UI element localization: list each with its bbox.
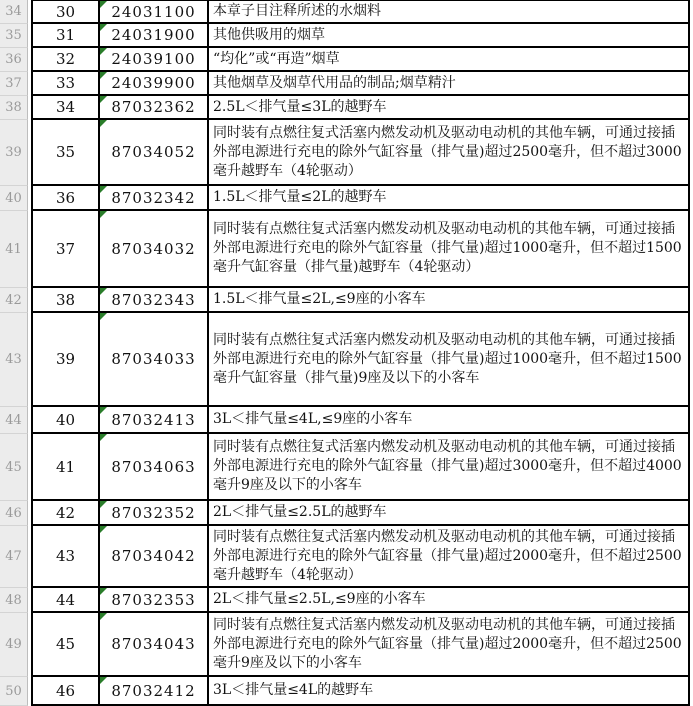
description-text: 2.5L＜排气量≤3L的越野车 [213, 98, 387, 115]
stored-as-text-indicator-icon [100, 526, 107, 533]
cell-description[interactable] [207, 613, 688, 675]
description-text: 1.5L＜排气量≤2L的越野车 [213, 189, 387, 205]
cell-description[interactable] [207, 72, 688, 94]
description-text: 其他烟草及烟草代用品的制品;烟草精汁 [213, 74, 456, 91]
seq-value: 37 [55, 239, 76, 258]
description-text: 同时装有点燃往复式活塞内燃发动机及驱动电动机的其他车辆，可通过接插外部电源进行充电的除外气缸容量（排气量)超过2500毫升，但不超过3000毫升越野车（4轮驱动） [213, 124, 682, 179]
code-value: 87032362 [111, 98, 196, 116]
cell-seq[interactable] [33, 1, 98, 22]
stored-as-text-indicator-icon [100, 24, 107, 31]
code-value: 87034032 [111, 239, 196, 258]
cell-seq[interactable] [33, 613, 98, 675]
cell-seq[interactable] [33, 186, 98, 209]
cell-code[interactable] [98, 677, 207, 704]
cell-code[interactable] [98, 313, 207, 405]
row-number: 39 [5, 145, 22, 160]
cell-seq[interactable] [33, 48, 98, 70]
seq-value: 31 [55, 26, 76, 44]
seq-value: 39 [55, 350, 76, 368]
table-row [0, 313, 693, 407]
row-number: 38 [5, 100, 22, 115]
description-text: 同时装有点燃往复式活塞内燃发动机及驱动电动机的其他车辆，可通过接插外部电源进行充电的除外气缸容量（排气量)超过3000毫升，但不超过4000毫升9座及以下的小客车 [213, 439, 682, 493]
code-value: 87034043 [111, 635, 196, 653]
table-row [0, 0, 693, 24]
stored-as-text-indicator-icon [100, 120, 107, 127]
cell-seq[interactable] [33, 72, 98, 94]
cell-seq[interactable] [33, 211, 98, 286]
cell-description[interactable] [207, 211, 688, 286]
seq-value: 44 [55, 590, 76, 609]
row-number: 37 [5, 76, 22, 91]
stored-as-text-indicator-icon [100, 211, 107, 218]
code-value: 87034033 [111, 350, 196, 368]
excel-row-header[interactable] [0, 0, 28, 24]
seq-value: 32 [55, 50, 76, 68]
seq-value: 38 [55, 290, 76, 309]
seq-value: 40 [55, 410, 76, 429]
cell-description[interactable] [207, 96, 688, 118]
cell-description[interactable] [207, 186, 688, 209]
cell-code[interactable] [98, 1, 207, 22]
cell-code[interactable] [98, 288, 207, 311]
cell-description[interactable] [207, 677, 688, 704]
seq-value: 46 [55, 681, 76, 700]
cell-description[interactable] [207, 434, 688, 499]
table-row [0, 588, 693, 613]
cell-code[interactable] [98, 434, 207, 499]
stored-as-text-indicator-icon [100, 186, 107, 193]
cell-description[interactable] [207, 407, 688, 432]
seq-value: 36 [55, 188, 76, 207]
row-number: 45 [5, 459, 22, 475]
code-value: 24031100 [111, 2, 196, 21]
seq-value: 45 [55, 635, 76, 653]
excel-row-header[interactable] [0, 313, 28, 407]
description-text: 1.5L＜排气量≤2L,≤9座的小客车 [213, 291, 426, 307]
description-text: 本章子目注释所述的水烟料 [213, 3, 381, 19]
cell-seq[interactable] [33, 288, 98, 311]
row-number: 36 [5, 52, 22, 67]
excel-row-header[interactable] [0, 434, 28, 501]
table-row [0, 48, 693, 72]
cell-seq[interactable] [33, 677, 98, 704]
table-row [0, 613, 693, 677]
stored-as-text-indicator-icon [100, 1, 107, 8]
seq-value: 30 [55, 2, 76, 21]
cell-description[interactable] [207, 120, 688, 184]
code-value: 87032343 [111, 290, 196, 309]
stored-as-text-indicator-icon [100, 613, 107, 620]
row-number: 40 [5, 190, 22, 206]
stored-as-text-indicator-icon [100, 407, 107, 414]
stored-as-text-indicator-icon [100, 434, 107, 441]
description-text: 同时装有点燃往复式活塞内燃发动机及驱动电动机的其他车辆，可通过接插外部电源进行充电的除外气缸容量（排气量)超过2000毫升，但不超过2500毫升9座及以下的小客车 [213, 616, 682, 671]
excel-row-header[interactable] [0, 72, 28, 96]
description-text: 2L＜排气量≤2.5L的越野车 [213, 504, 387, 520]
table-row [0, 72, 693, 96]
seq-value: 41 [55, 457, 76, 476]
excel-row-header[interactable] [0, 677, 28, 706]
code-value: 87032413 [111, 410, 196, 429]
cell-description[interactable] [207, 588, 688, 611]
cell-code[interactable] [98, 96, 207, 118]
description-text: 2L＜排气量≤2.5L,≤9座的小客车 [213, 591, 426, 607]
table-row [0, 24, 693, 48]
stored-as-text-indicator-icon [100, 588, 107, 595]
row-number: 35 [5, 28, 22, 43]
code-value: 24031900 [111, 26, 196, 44]
code-value: 24039100 [111, 50, 196, 68]
excel-row-header[interactable] [0, 588, 28, 613]
cell-code[interactable] [98, 72, 207, 94]
seq-value: 35 [55, 143, 76, 161]
seq-value: 42 [55, 503, 76, 522]
code-value: 87032353 [111, 590, 196, 609]
row-number: 44 [5, 412, 22, 428]
table-row [0, 407, 693, 434]
row-number: 41 [5, 241, 22, 257]
seq-value: 43 [55, 547, 76, 565]
cell-code[interactable] [98, 24, 207, 46]
description-text: “均化”或“再造”烟草 [213, 50, 340, 67]
excel-row-header[interactable] [0, 501, 28, 526]
cell-seq[interactable] [33, 588, 98, 611]
table-row [0, 677, 693, 706]
table-row [0, 288, 693, 313]
row-number: 43 [5, 352, 22, 367]
cell-code[interactable] [98, 588, 207, 611]
row-number: 49 [5, 637, 22, 652]
description-text: 同时装有点燃往复式活塞内燃发动机及驱动电动机的其他车辆，可通过接插外部电源进行充电的除外气缸容量（排气量)超过1000毫升，但不超过1500毫升气缸容量（排气量)9座及以下的小客车 [213, 331, 682, 386]
description-text: 3L＜排气量≤4L的越野车 [213, 682, 374, 698]
seq-value: 33 [55, 74, 76, 92]
cell-seq[interactable] [33, 96, 98, 118]
excel-row-header[interactable] [0, 24, 28, 48]
cell-code[interactable] [98, 501, 207, 524]
cell-seq[interactable] [33, 24, 98, 46]
table-row [0, 96, 693, 120]
stored-as-text-indicator-icon [100, 313, 107, 320]
code-value: 87032342 [111, 188, 196, 207]
table-row [0, 120, 693, 186]
code-value: 87034052 [111, 143, 196, 161]
stored-as-text-indicator-icon [100, 677, 107, 684]
stored-as-text-indicator-icon [100, 96, 107, 103]
cell-description[interactable] [207, 526, 688, 586]
table-row [0, 186, 693, 211]
code-value: 87034042 [111, 547, 196, 565]
cell-code[interactable] [98, 613, 207, 675]
row-number: 42 [5, 292, 22, 308]
cell-seq[interactable] [33, 313, 98, 405]
cell-seq[interactable] [33, 407, 98, 432]
code-value: 24039900 [111, 74, 196, 92]
cell-seq[interactable] [33, 120, 98, 184]
excel-row-header[interactable] [0, 211, 28, 288]
cell-description[interactable] [207, 288, 688, 311]
description-text: 其他供吸用的烟草 [213, 26, 325, 43]
excel-row-header[interactable] [0, 613, 28, 677]
row-number: 47 [5, 549, 22, 564]
description-text: 同时装有点燃往复式活塞内燃发动机及驱动电动机的其他车辆，可通过接插外部电源进行充电的除外气缸容量（排气量)超过2000毫升，但不超过2500毫升越野车（4轮驱动） [213, 528, 682, 583]
cell-code[interactable] [98, 120, 207, 184]
cell-code[interactable] [98, 407, 207, 432]
seq-value: 34 [55, 98, 76, 116]
cell-seq[interactable] [33, 501, 98, 524]
stored-as-text-indicator-icon [100, 72, 107, 79]
table-row [0, 501, 693, 526]
row-number: 34 [5, 4, 22, 19]
cell-code[interactable] [98, 186, 207, 209]
cell-seq[interactable] [33, 526, 98, 586]
row-number: 48 [5, 592, 22, 608]
excel-row-header[interactable] [0, 288, 28, 313]
cell-code[interactable] [98, 211, 207, 286]
code-value: 87034063 [111, 457, 196, 476]
cell-description[interactable] [207, 1, 688, 22]
row-number: 50 [5, 683, 22, 699]
stored-as-text-indicator-icon [100, 501, 107, 508]
cell-code[interactable] [98, 48, 207, 70]
cell-description[interactable] [207, 501, 688, 524]
cell-seq[interactable] [33, 434, 98, 499]
excel-row-header[interactable] [0, 407, 28, 434]
table-row [0, 211, 693, 288]
excel-row-header[interactable] [0, 526, 28, 588]
code-value: 87032352 [111, 503, 196, 522]
row-number: 46 [5, 505, 22, 521]
cell-code[interactable] [98, 526, 207, 586]
description-text: 同时装有点燃往复式活塞内燃发动机及驱动电动机的其他车辆，可通过接插外部电源进行充电的除外气缸容量（排气量)超过1000毫升，但不超过1500毫升气缸容量（排气量)越野车（4轮驱动） [213, 221, 682, 275]
cell-description[interactable] [207, 313, 688, 405]
table-row [0, 526, 693, 588]
excel-row-header[interactable] [0, 186, 28, 211]
cell-description[interactable] [207, 24, 688, 46]
cell-description[interactable] [207, 48, 688, 70]
excel-row-header[interactable] [0, 96, 28, 120]
stored-as-text-indicator-icon [100, 288, 107, 295]
excel-row-header[interactable] [0, 120, 28, 186]
excel-row-header[interactable] [0, 48, 28, 72]
stored-as-text-indicator-icon [100, 48, 107, 55]
code-value: 87032412 [111, 681, 196, 700]
table-row [0, 434, 693, 501]
description-text: 3L＜排气量≤4L,≤9座的小客车 [213, 411, 413, 427]
